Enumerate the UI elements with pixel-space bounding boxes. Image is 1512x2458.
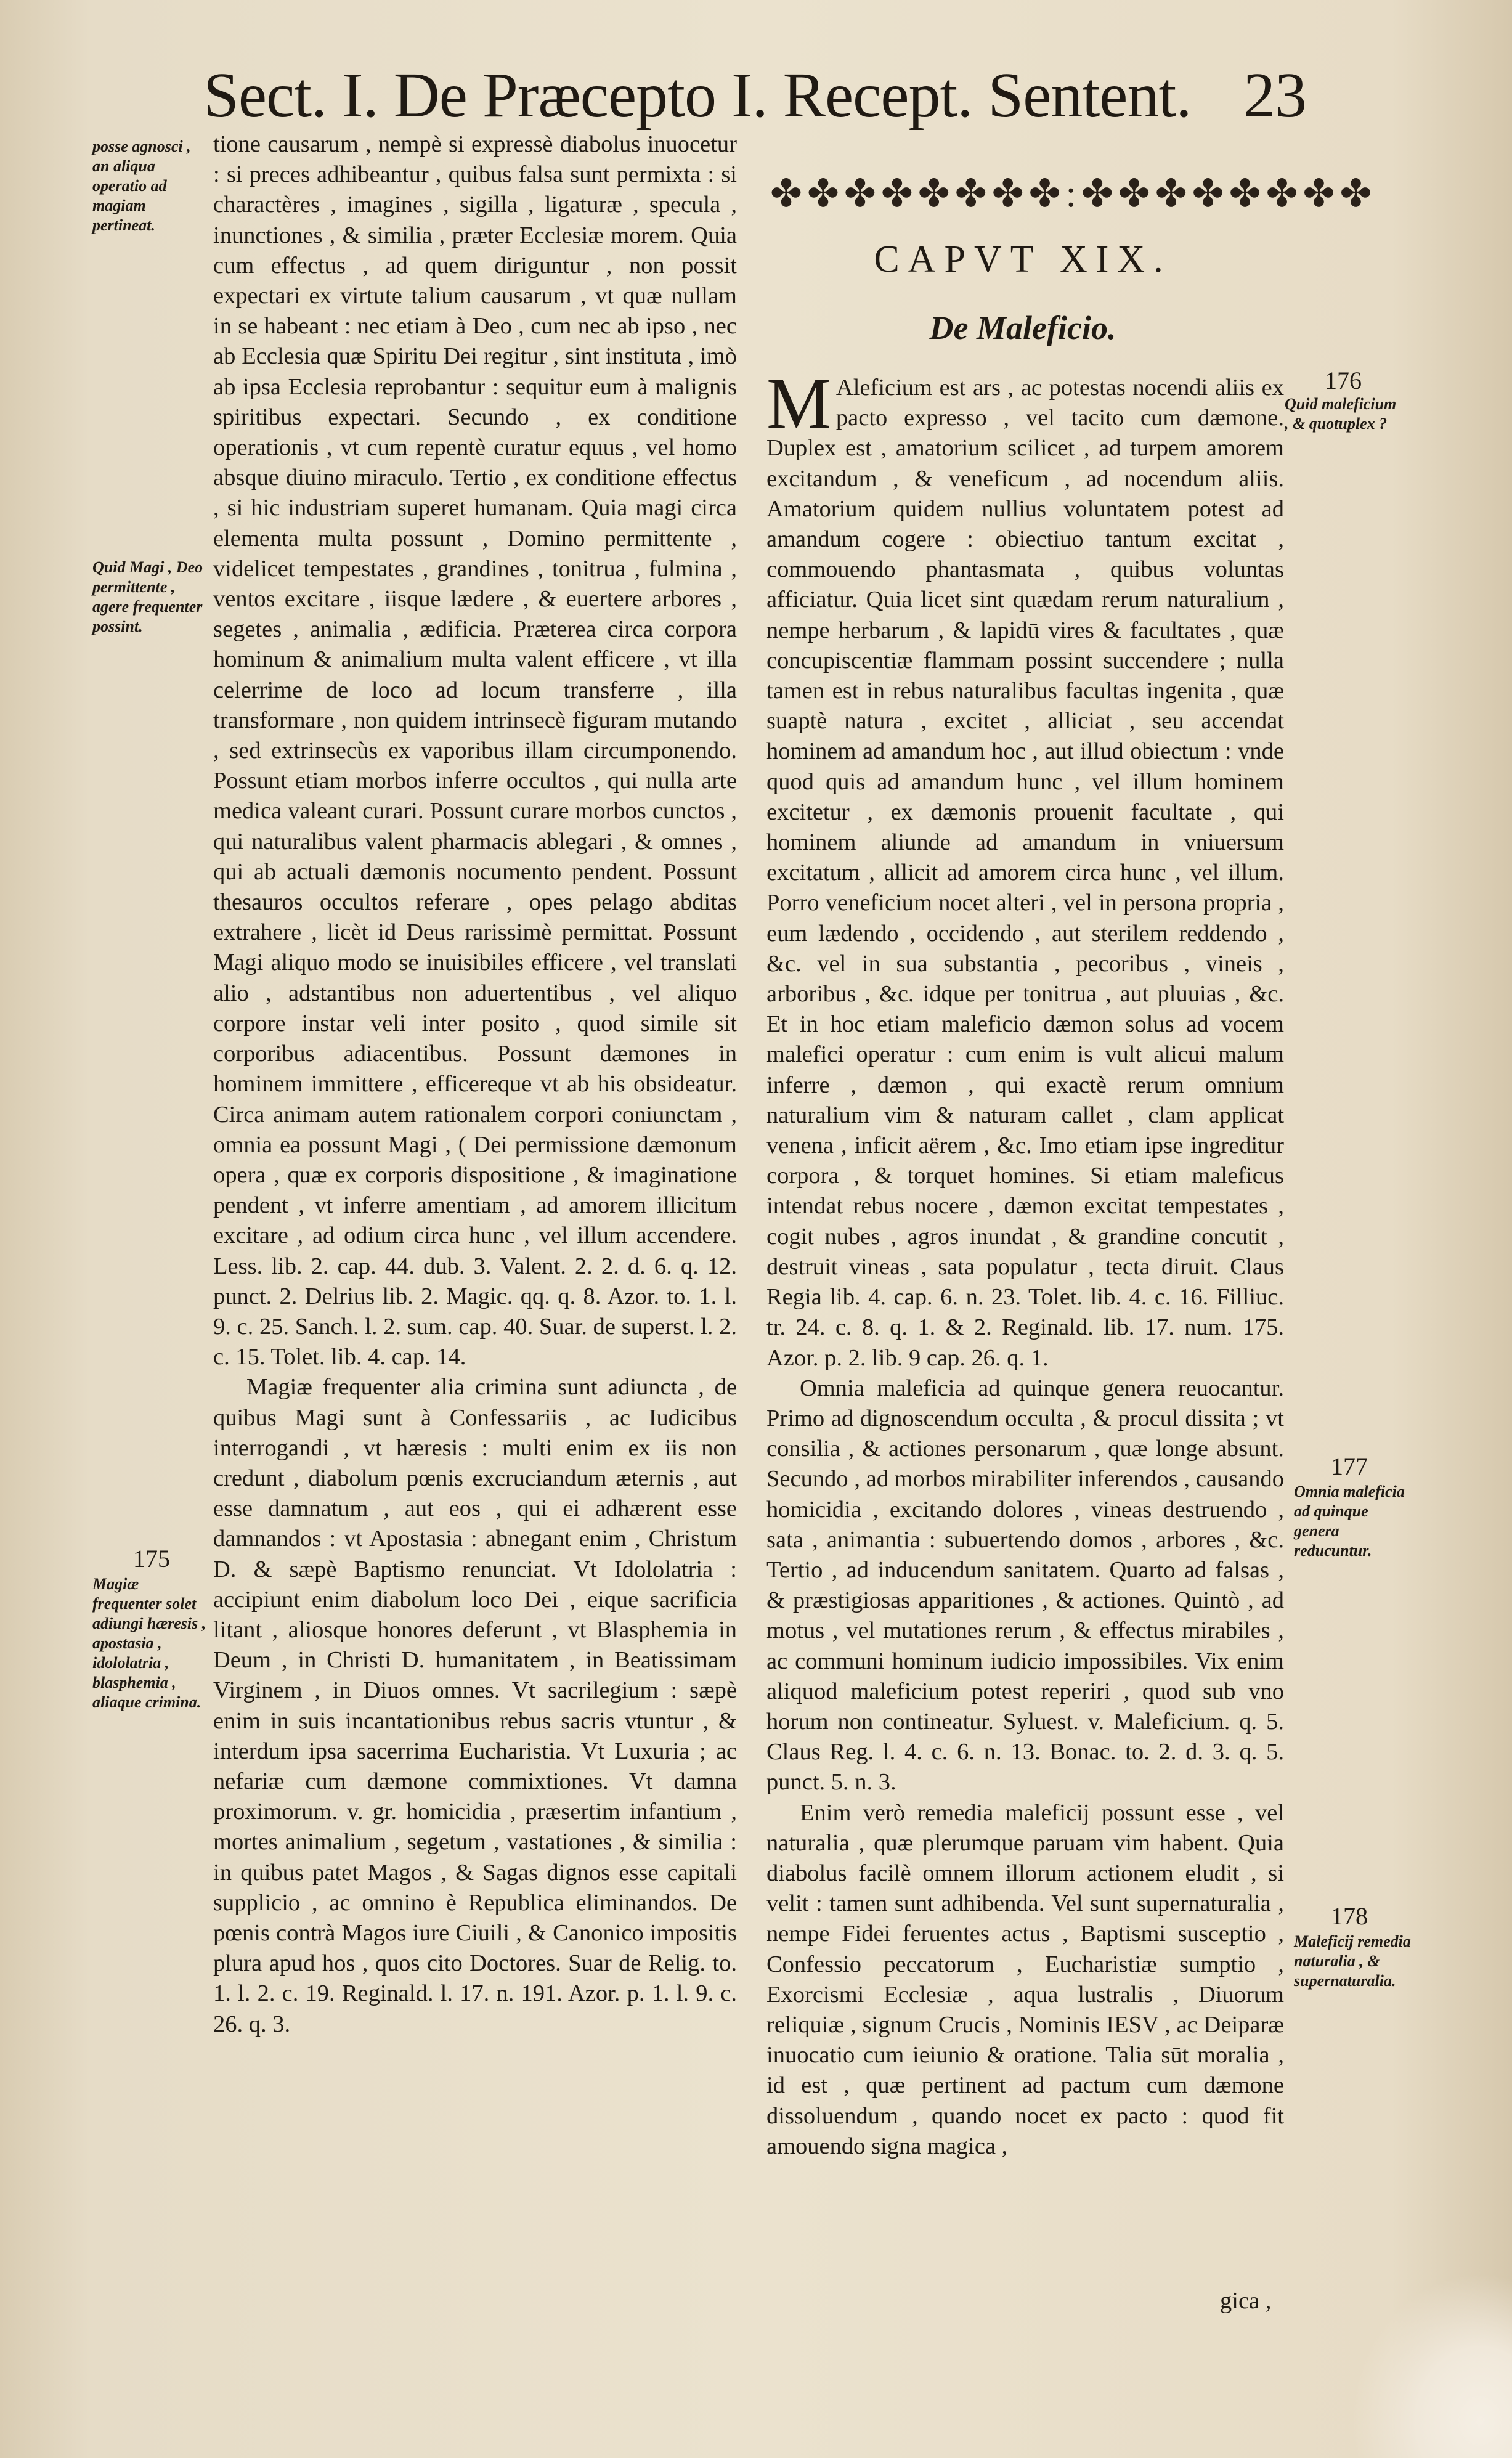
margin-note: Magiæ frequenter solet adiungi hæresis , apostasia , idololatria , blasphemia , aliaque crimina.: [92, 1575, 206, 1711]
paragraph-text: Aleficium est ars , ac potestas nocendi aliis ex pacto expresso , vel tacito cum dæmone. Duplex est , amatorium scilicet , ad turpem amorem excitandum , & veneficum , ad nocendum aliis. Amatorium quidem nullius voluntatem potest ad amandum cogere : obiectiuo tantum excitat , commouendo phantasmata , quibus voluntas afficiatur. Quia licet sint quædam rerum naturalium , nempe herbarum , & lapidū vires & facultates , quæ concupiscentiæ flammam possint succendere ; nulla tamen est in rebus naturalibus facultas ingenita , quæ suaptè natura , excitet , alliciat , seu accendat hominem ad amandum hoc , aut illud obiectum : vnde quod quis ad amandum hunc , vel illum hominem excitetur , ex dæmonis prouenit facultate , qui hominem aliunde ad amandum in vniuersum excitatum , allicit ad amorem circa hunc , vel illum. Porro veneficium nocet alteri , vel in persona propria , eum lædendo , occidendo , aut sterilem reddendo , &c. vel in sua substantia , pecoribus , vineis , arboribus , &c. idque per tonitrua , aut pluuias , &c. Et in hoc etiam maleficio dæmon solus ad vocem malefici operatur : cum enim is vult alicui malum inferre , dæmon , qui exactè rerum omnium naturalium vim & naturam callet , clam applicat venena , inficit aërem , &c. Imo etiam ipse ingreditur corpora , & torquet homines. Si etiam maleficus intendat rebus nocere , dæmon excitat tempestates , cogit nubes , agros inundat , & grandine concutit , destruit vineas , sata populatur , tecta diruit. Claus Regia lib. 4. cap. 6. n. 23. Tolet. lib. 4. c. 16. Filliuc. tr. 24. c. 8. q. 1. & 2. Reginald. lib. 17. num. 175. Azor. p. 2. lib. 9 cap. 26. q. 1.: [766, 375, 1284, 1371]
catchword: gica ,: [1220, 2288, 1272, 2314]
page-number: 23: [1243, 60, 1306, 131]
paragraph: Enim verò remedia maleficij possunt esse , vel naturalia , quæ plerumque paruam vim habent. Quia diabolus facilè omnem illorum actionem eludit , si velit : tamen sunt adhibenda. Vel sunt supernaturalia , nempe Fidei feruentes actus , Baptismi susceptio , Confessio peccatorum , Eucharistiæ sumptio , Exorcismi Ecclesiæ , aqua lustralis , Diuorum reliquiæ , signum Crucis , Nominis IESV , ac Deiparæ inuocatio cum ieiunio & oratione. Talia sūt moralia , id est , quæ pertinent ad pactum cum dæmone dissoluendum , quando nocet ex pacto : quod fit amouendo signa magica ,: [766, 1799, 1284, 2159]
paragraph: Omnia maleficia ad quinque genera reuocantur. Primo ad dignoscendum occulta , & procul dissita ; vt consilia , & actiones personarum , quæ longe absunt. Secundo , ad morbos mirabiliter inferendos , causando homicidia , excitando dolores , vineas destruendo , sata , animantia : subuertendo domos , arbores , &c. Tertio , ad inducendum sanitatem. Quarto ad falsas , & præstigiosas apparitiones , & actiones. Quintò , ad motus , vel mutationes rerum , & effectus mirabiles , ac communi hominum iudicio impossibiles. Vix enim aliquod maleficium potest reperiri , quod sub vno horum non contineatur. Syluest. v. Maleficium. q. 5. Claus Reg. l. 4. c. 6. n. 13. Bonac. to. 2. d. 3. q. 5. punct. 5. n. 3.: [766, 1375, 1284, 1796]
left-column: [213, 129, 737, 2040]
margin-note: posse agnosci , an aliqua operatio ad magiam pertineat.: [92, 137, 191, 234]
margin-note: Quid Magi , Deo permittente , agere frequenter possint.: [92, 558, 203, 635]
margin-number: 176: [1325, 367, 1362, 394]
margin-number: 175: [133, 1545, 170, 1573]
right-column: [766, 363, 1284, 2162]
headpiece-ornament: ✤✤✤✤✤✤✤✤:✤✤✤✤✤✤✤✤: [770, 173, 1377, 215]
margin-number: 178: [1331, 1902, 1368, 1930]
paragraph: tione causarum , nempè si expressè diabolus inuocetur : si preces adhibeantur , quibus falsa sunt permixta : si charactères , imagines , sigilla , ligaturæ , specula , inunctiones , & similia , præter Ecclesiæ morem. Quia cum effectus , ad quem diriguntur , non possit expectari ex virtute talium causarum , vt quæ nullam in se habeant : nec etiam à Deo , cum nec ab ipso , nec ab Ecclesia quæ Spiritu Dei regitur , sint instituta , imò ab ipsa Ecclesia reprobantur : sequitur eum à malignis spiritibus expectari. Secundo , ex conditione operationis , vt cum repentè curatur equus , vel homo absque diuino miraculo. Tertio , ex conditione effectus , si hic industriam superet humanam. Quia magi circa elementa multa possunt , Domino permittente , videlicet tempestates , grandines , tonitrua , fulmina , ventos excitare , iisque lædere , & euertere arbores , segetes , animalia , ædificia. Præterea circa corpora hominum & animalium multa valent efficere , vt illa celerrime de loco ad locum transferre , illa transformare , non quidem intrinsecè figuram mutando , sed extrinsecùs ex vaporibus illam circumponendo. Possunt etiam morbos inferre occultos , qui nulla arte medica valeant curari. Possunt curare morbos cunctos , qui naturalibus valent pharmacis ablegari , & omnes , qui ab actuali dæmonis nocumento pendent. Possunt thesauros occultos referare , opes pelago abditas extrahere , licèt id Deus rarissimè permittat. Possunt Magi aliquo modo se inuisibiles efficere , vel translati alio , adstantibus non aduertentibus , vel aliquo corpore instar veli inter posito , quod simile sit corporibus adiacentibus. Possunt dæmones in hominem immittere , efficereque vt ab his obsideatur. Circa animam autem rationalem corpori coniunctam , omnia ea possunt Magi , ( Dei permissione dæmonum opera , quæ ex corporis dispositione , & imaginatione pendent , vt inferre amentiam , ad amorem illicitum excitare , ad odium circa hunc , vel illum accendere. Less. lib. 2. cap. 44. dub. 3. Valent. 2. 2. d. 6. q. 12. punct. 2. Delrius lib. 2. Magic. qq. q. 8. Azor. to. 1. l. 9. c. 25. Sanch. l. 2. sum. cap. 40. Suar. de superst. l. 2. c. 15. Tolet. lib. 4. cap. 14.: [213, 131, 737, 1370]
margin-number: 177: [1331, 1452, 1368, 1480]
chapter-title: CAPVT XIX.: [874, 238, 1172, 280]
paper-stain: [1352, 2273, 1512, 2458]
paragraph: [766, 363, 1284, 1373]
margin-note: Quid maleficium , & quotuplex ?: [1285, 395, 1397, 433]
margin-note: Omnia maleficia ad quinque genera reducuntur.: [1294, 1483, 1405, 1560]
margin-note: Maleficij remedia naturalia , & supernaturalia.: [1294, 1932, 1411, 1990]
drop-cap: M: [766, 363, 831, 444]
paragraph: Magiæ frequenter alia crimina sunt adiuncta , de quibus Magi sunt à Confessariis , ac Iudicibus interrogandi , vt hæresis : multi enim ex iis non credunt , diabolum pœnis excruciandum æternis , aut esse damnatum , aut eos , qui ei adhærent esse damnandos : vt Apostasia : abnegant enim , Christum D. & sæpè Baptismo renunciat. Vt Idololatria : accipiunt enim diabolum loco Dei , eique sacrificia litant , aliosque honores deferunt , vt Blasphemia in Deum , in Christi D. humanitatem , in Beatissimam Virginem , in Diuos omnes. Vt sacrilegium : sæpè enim in suis incantationibus rebus sacris vtuntur , & interdum ipsa sacerrima Eucharistia. Vt Luxuria ; ac nefariæ cum dæmone commixtiones. Vt damna proximorum. v. gr. homicidia , præsertim infantium , mortes animalium , segetum , vastationes , & similia : in quibus patet Magos , & Sagas dignos esse capitali supplicio , ac omnino è Republica eliminandos. De pœnis contrà Magos iure Ciuili , & Canonico impositis plura apud hos , quos cito Doctores. Suar de Relig. to. 1. l. 2. c. 19. Reginald. l. 17. n. 191. Azor. p. 1. l. 9. c. 26. q. 3.: [213, 1374, 737, 2037]
running-head: [203, 49, 1306, 142]
chapter-subtitle: De Maleficio.: [929, 309, 1116, 346]
section-title: Sect. I. De Præcepto I. Recept. Sentent.: [203, 60, 1192, 131]
